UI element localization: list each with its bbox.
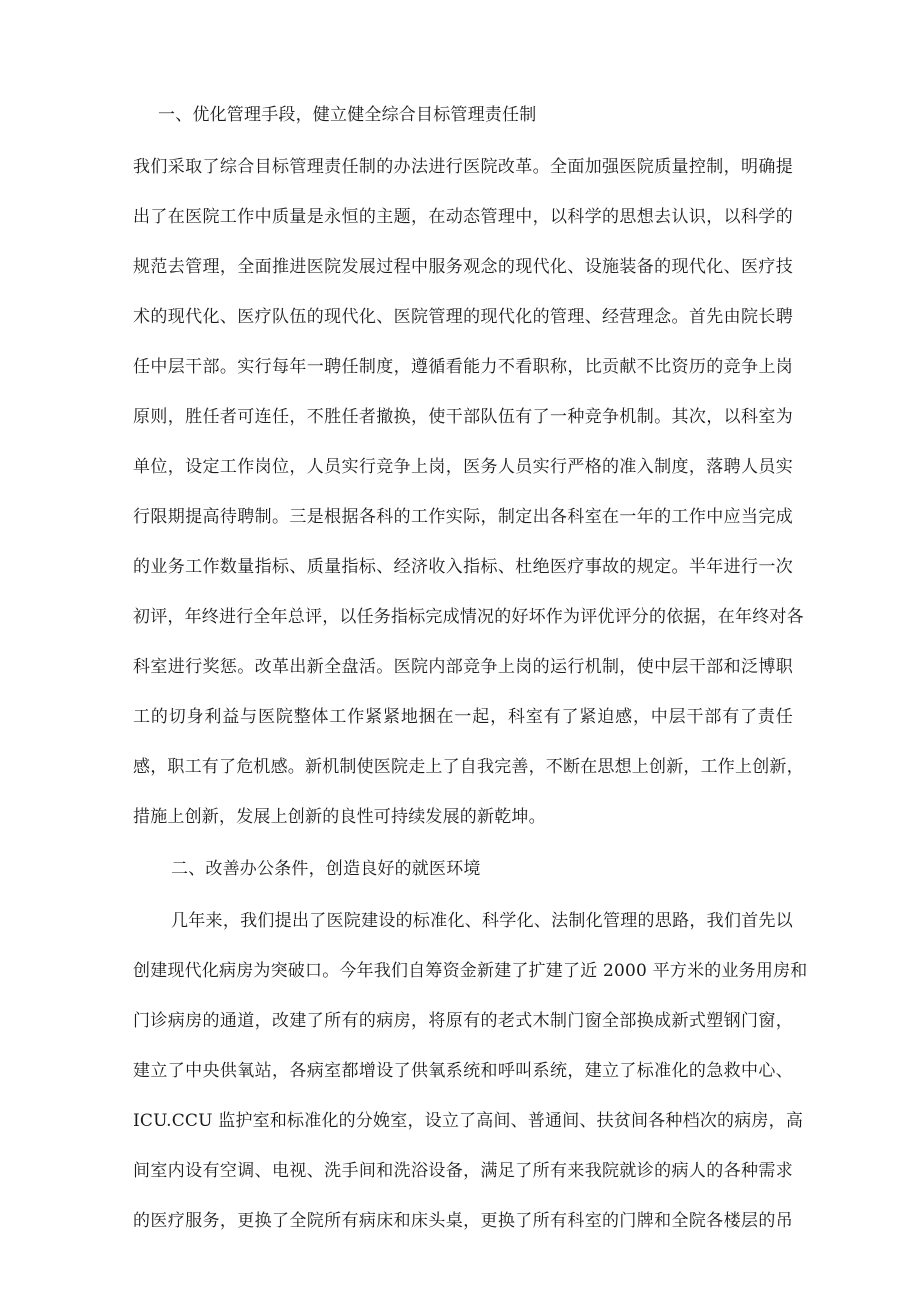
paragraph-line: 行限期提高待聘制。三是根据各科的工作实际，制定出各科室在一年的工作中应当完成 [133,507,793,527]
section-heading-2: 二、改善办公条件，创造良好的就医环境 [171,859,481,879]
paragraph-line: 原则，胜任者可连任，不胜任者撤换，使干部队伍有了一种竞争机制。其次，以科室为 [133,407,793,427]
paragraph-line: 门诊病房的通道，改建了所有的病房，将原有的老式木制门窗全部换成新式塑钢门窗， [133,1011,793,1031]
paragraph-line: 科室进行奖惩。改革出新全盘活。医院内部竞争上岗的运行机制，使中层干部和泛博职 [133,657,793,677]
paragraph-line: 的医疗服务，更换了全院所有病床和床头桌，更换了所有科室的门牌和全院各楼层的吊 [133,1211,793,1231]
paragraph-line: 出了在医院工作中质量是永恒的主题，在动态管理中，以科学的思想去认识，以科学的 [133,207,793,227]
paragraph-line: ICU.CCU 监护室和标准化的分娩室，设立了高间、普通间、扶贫间各种档次的病房，高 [133,1111,804,1131]
paragraph-line: 术的现代化、医疗队伍的现代化、医院管理的现代化的管理、经营理念。首先由院长聘 [133,307,793,327]
paragraph-line: 我们采取了综合目标管理责任制的办法进行医院改革。全面加强医院质量控制，明确提 [133,157,793,177]
paragraph-line: 感，职工有了危机感。新机制使医院走上了自我完善，不断在思想上创新，工作上创新， [133,757,804,777]
paragraph-line: 创建现代化病房为突破口。今年我们自筹资金新建了扩建了近 2000 平方米的业务用房和 [133,961,808,981]
paragraph-line: 规范去管理，全面推进医院发展过程中服务观念的现代化、设施装备的现代化、医疗技 [133,257,793,277]
paragraph-line: 任中层干部。实行每年一聘任制度，遵循看能力不看职称，比贡献不比资历的竞争上岗 [133,357,793,377]
paragraph-line: 初评，年终进行全年总评，以任务指标完成情况的好坏作为评优评分的依据，在年终对各 [133,607,804,627]
section-heading-1: 一、优化管理手段，健立健全综合目标管理责任制 [158,105,537,125]
paragraph-line: 单位，设定工作岗位，人员实行竞争上岗，医务人员实行严格的准入制度，落聘人员实 [133,457,793,477]
paragraph-line: 间室内设有空调、电视、洗手间和洗浴设备，满足了所有来我院就诊的病人的各种需求 [133,1161,793,1181]
paragraph-line: 建立了中央供氧站，各病室都增设了供氧系统和呼叫系统，建立了标准化的急救中心、 [133,1061,793,1081]
paragraph-line: 措施上创新，发展上创新的良性可持续发展的新乾坤。 [133,807,546,827]
paragraph-line: 的业务工作数量指标、质量指标、经济收入指标、杜绝医疗事故的规定。半年进行一次 [133,557,793,577]
paragraph-line: 几年来，我们提出了医院建设的标准化、科学化、法制化管理的思路，我们首先以 [171,911,793,931]
paragraph-line: 工的切身利益与医院整体工作紧紧地捆在一起，科室有了紧迫感，中层干部有了责任 [133,707,793,727]
